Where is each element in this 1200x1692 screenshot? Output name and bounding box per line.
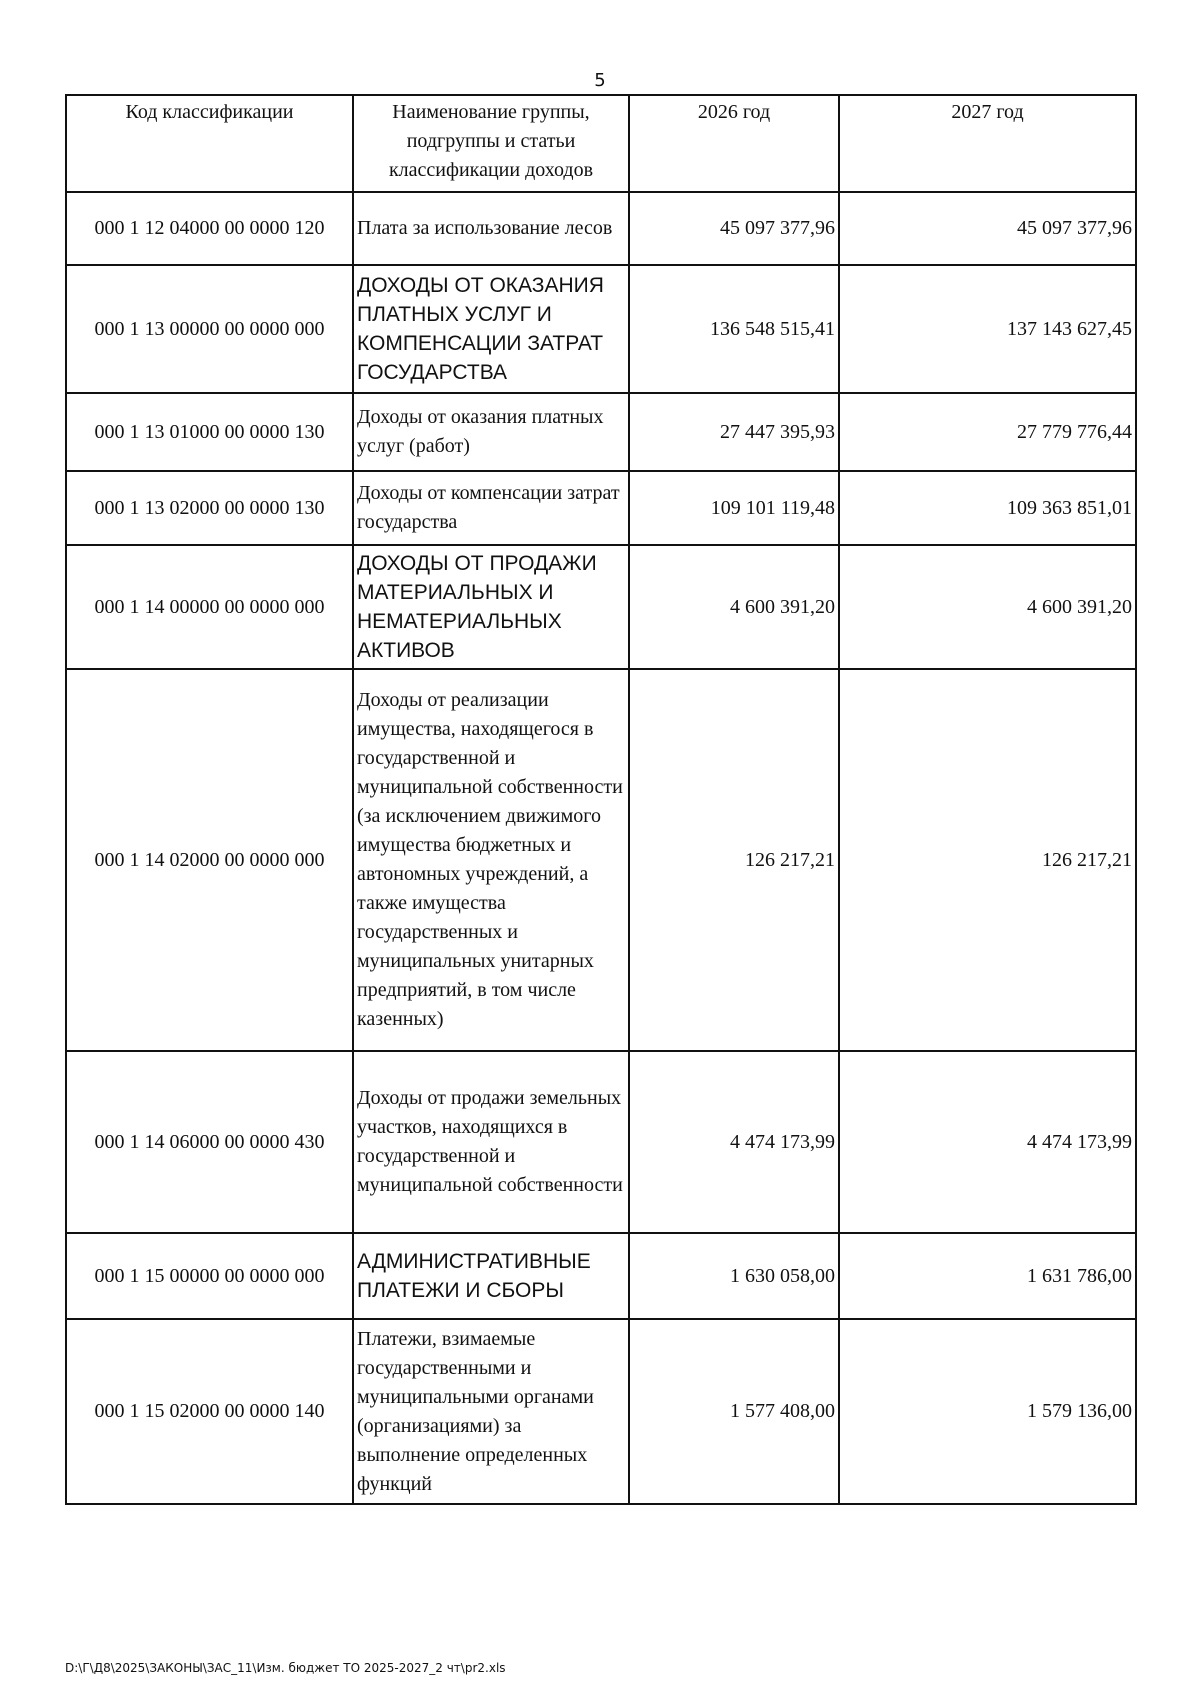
file-path-footer: D:\Г\Д8\2025\ЗАКОНЫ\ЗАС_11\Изм. бюджет ТО 2025-2027_2 чт\pr2.xls	[65, 1661, 506, 1675]
row-code: 000 1 14 00000 00 0000 000	[66, 545, 353, 669]
row-code: 000 1 14 06000 00 0000 430	[66, 1051, 353, 1233]
header-code: Код классификации	[66, 95, 353, 192]
header-name: Наименование группы, подгруппы и статьи классификации доходов	[353, 95, 629, 192]
table-row	[66, 1051, 1136, 1233]
row-name: АДМИНИСТРАТИВНЫЕ ПЛАТЕЖИ И СБОРЫ	[353, 1233, 629, 1319]
row-name: Доходы от реализации имущества, находящегося в государственной и муниципальной собственности (за исключением движимого имущества бюджетных и автономных учреждений, а также имущества государственных и муниципальных унитарных предприятий, в том числе казенных)	[353, 669, 629, 1051]
table-row	[66, 545, 1136, 669]
row-value-2026: 1 577 408,00	[629, 1319, 839, 1504]
table-row	[66, 192, 1136, 265]
table-row	[66, 393, 1136, 471]
row-code: 000 1 13 00000 00 0000 000	[66, 265, 353, 393]
row-value-2027: 45 097 377,96	[839, 192, 1136, 265]
row-name: ДОХОДЫ ОТ ПРОДАЖИ МАТЕРИАЛЬНЫХ И НЕМАТЕРИАЛЬНЫХ АКТИВОВ	[353, 545, 629, 669]
row-code: 000 1 13 02000 00 0000 130	[66, 471, 353, 545]
row-name: Плата за использование лесов	[353, 192, 629, 265]
revenue-classification-table	[65, 94, 1137, 1505]
row-value-2027: 4 474 173,99	[839, 1051, 1136, 1233]
row-name: Доходы от продажи земельных участков, находящихся в государственной и муниципальной собственности	[353, 1051, 629, 1233]
row-value-2027: 126 217,21	[839, 669, 1136, 1051]
row-name: Доходы от оказания платных услуг (работ)	[353, 393, 629, 471]
row-code: 000 1 12 04000 00 0000 120	[66, 192, 353, 265]
table-row	[66, 471, 1136, 545]
header-year-2027: 2027 год	[839, 95, 1136, 192]
row-value-2027: 137 143 627,45	[839, 265, 1136, 393]
row-code: 000 1 13 01000 00 0000 130	[66, 393, 353, 471]
row-value-2027: 1 631 786,00	[839, 1233, 1136, 1319]
table-row	[66, 1233, 1136, 1319]
row-code: 000 1 14 02000 00 0000 000	[66, 669, 353, 1051]
row-value-2026: 4 474 173,99	[629, 1051, 839, 1233]
table-row	[66, 265, 1136, 393]
header-year-2026: 2026 год	[629, 95, 839, 192]
row-code: 000 1 15 00000 00 0000 000	[66, 1233, 353, 1319]
row-value-2027: 27 779 776,44	[839, 393, 1136, 471]
row-code: 000 1 15 02000 00 0000 140	[66, 1319, 353, 1504]
row-value-2027: 1 579 136,00	[839, 1319, 1136, 1504]
table-row	[66, 669, 1136, 1051]
row-value-2027: 109 363 851,01	[839, 471, 1136, 545]
row-value-2026: 109 101 119,48	[629, 471, 839, 545]
row-value-2026: 136 548 515,41	[629, 265, 839, 393]
row-value-2026: 4 600 391,20	[629, 545, 839, 669]
row-name: Платежи, взимаемые государственными и муниципальными органами (организациями) за выполнение определенных функций	[353, 1319, 629, 1504]
table-header-row	[66, 95, 1136, 192]
table-row	[66, 1319, 1136, 1504]
row-value-2026: 27 447 395,93	[629, 393, 839, 471]
row-name: Доходы от компенсации затрат государства	[353, 471, 629, 545]
row-name: ДОХОДЫ ОТ ОКАЗАНИЯ ПЛАТНЫХ УСЛУГ И КОМПЕНСАЦИИ ЗАТРАТ ГОСУДАРСТВА	[353, 265, 629, 393]
row-value-2027: 4 600 391,20	[839, 545, 1136, 669]
row-value-2026: 45 097 377,96	[629, 192, 839, 265]
row-value-2026: 126 217,21	[629, 669, 839, 1051]
page-number: 5	[594, 70, 606, 91]
row-value-2026: 1 630 058,00	[629, 1233, 839, 1319]
